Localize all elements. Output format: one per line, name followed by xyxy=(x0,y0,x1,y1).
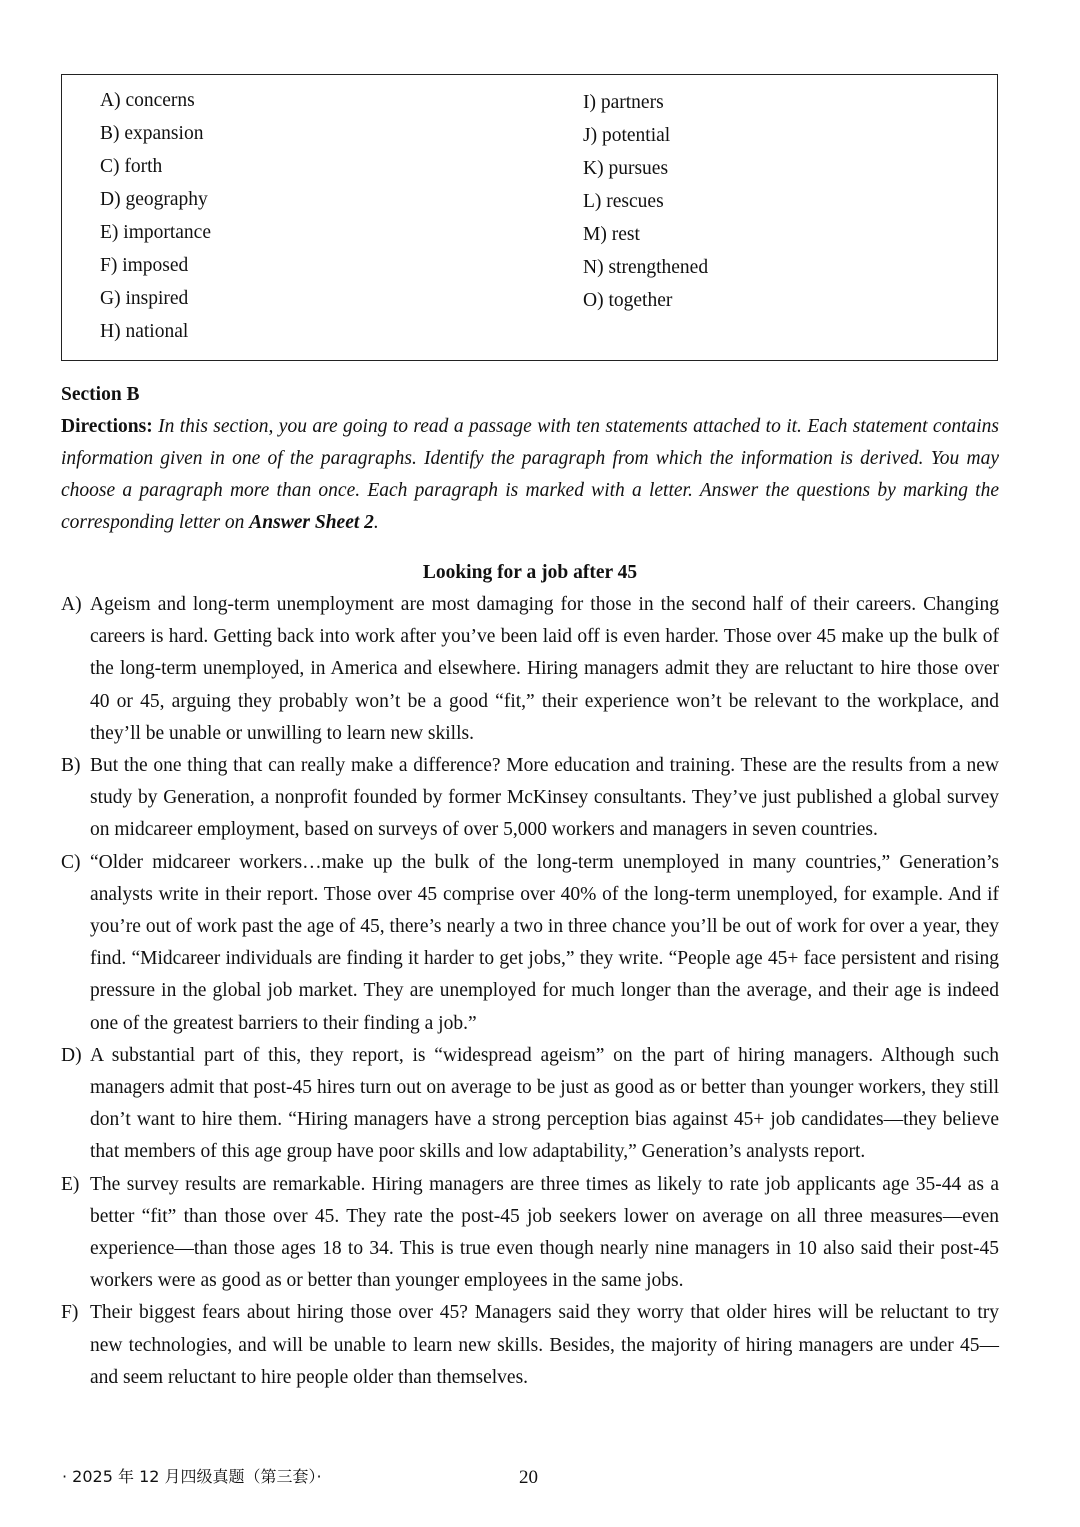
word-bank-right-column xyxy=(583,86,708,317)
word-option: D) geography xyxy=(100,189,208,210)
paragraph-f xyxy=(61,1297,999,1394)
word-option: C) forth xyxy=(100,156,163,177)
word-option: A) concerns xyxy=(100,90,195,111)
exam-footer-label: · 2025 年 12 月四级真题（第三套）· xyxy=(62,1467,322,1486)
answer-sheet-reference: Answer Sheet 2 xyxy=(249,512,374,533)
paragraph-text: Ageism and long-term unemployment are most damaging for those in the second half of their careers. Changing careers is hard. Getting back into work after you’ve been laid off is even harder. Those over 45 make up the bulk of the long-term unemployed, in America and elsewhere. Hiring managers admit they are reluctant to hire those over 40 or 45, arguing they probably won’t be a good “fit,” their experience won’t be relevant to the workplace, and they’ll be unable or unwilling to learn new skills. xyxy=(90,594,999,744)
section-title: Section B xyxy=(61,384,140,405)
page-number: 20 xyxy=(519,1467,538,1488)
word-option: J) potential xyxy=(583,125,671,146)
directions-text: In this section, you are going to read a passage with ten statements attached to it. Each statement contains information given in one of the paragraphs. Identify the paragraph from which the information is derived. You may choose a paragraph more than once. Each paragraph is marked with a letter. Answer the questions by marking the corresponding letter on xyxy=(61,416,999,533)
word-option: H) national xyxy=(100,321,189,342)
word-option: B) expansion xyxy=(100,123,204,144)
paragraph-text: “Older midcareer workers…make up the bulk of the long-term unemployed in many countries,” Generation’s analysts write in their report. Those over 45 comprise over 40% of the long-term unemployed, for example. And if you’re out of work past the age of 45, there’s nearly a two in three chance you’ll be out of work for over a year, they find. “Midcareer individuals are finding it harder to get jobs,” they write. “People age 45+ face persistent and rising pressure in the global job market. They are unemployed for much longer than the average, and their age is indeed one of the greatest barriers to their finding a job.” xyxy=(90,851,999,1034)
paragraph-letter: B) xyxy=(61,755,81,777)
paragraph-letter: F) xyxy=(61,1302,79,1324)
word-option: L) rescues xyxy=(583,191,664,212)
word-option: N) strengthened xyxy=(583,257,709,278)
word-option: G) inspired xyxy=(100,288,189,309)
paragraph-text: A substantial part of this, they report, is “widespread ageism” on the part of hiring managers. Although such managers admit that post-45 hires turn out on average to be just as good as or better than younger workers, they still don’t want to hire them. “Hiring managers have a strong perception bias against 45+ job candidates—they believe that members of this age group have poor skills and low adaptability,” Generation’s analysts report. xyxy=(90,1044,999,1163)
directions-label: Directions: xyxy=(61,416,153,437)
directions-end: . xyxy=(373,512,379,533)
paragraph-letter: E) xyxy=(61,1173,80,1195)
paragraph-e xyxy=(61,1169,999,1298)
word-option: F) imposed xyxy=(100,255,189,276)
directions xyxy=(61,411,999,539)
paragraph-letter: A) xyxy=(61,594,82,615)
paragraph-c xyxy=(61,847,999,1040)
paragraph-d xyxy=(61,1040,999,1169)
word-bank-box xyxy=(61,74,998,361)
paragraph-text: The survey results are remarkable. Hiring managers are three times as likely to rate job applicants age 35-44 as a better “fit” than those over 45. They rate the post-45 job seekers lower on average on all three measures—even experience—than those ages 18 to 34. This is true even though nearly nine managers in 10 also said their post-45 workers were as good as or better than younger employees in the same jobs. xyxy=(90,1173,999,1292)
paragraph-b xyxy=(61,750,999,847)
word-option: E) importance xyxy=(100,222,211,243)
word-option: K) pursues xyxy=(583,158,669,179)
paragraph-text: But the one thing that can really make a difference? More education and training. These are the results from a new study by Generation, a nonprofit founded by former McKinsey consultants. They’ve just published a global survey on midcareer employment, based on surveys of over 5,000 workers and managers in seven countries. xyxy=(90,755,999,841)
word-option: O) together xyxy=(583,290,673,311)
passage-paragraphs xyxy=(61,589,999,1394)
paragraph-a xyxy=(61,589,999,750)
paragraph-text: Their biggest fears about hiring those over 45? Managers said they worry that older hires will be reluctant to try new technologies, and will be unable to learn new skills. Besides, the majority of hiring managers are under 45—and seem reluctant to hire people older than themselves. xyxy=(90,1302,999,1388)
passage-title: Looking for a job after 45 xyxy=(422,562,638,583)
word-bank-left-column xyxy=(100,84,211,348)
word-option: I) partners xyxy=(583,92,664,113)
paragraph-letter: D) xyxy=(61,1044,82,1066)
word-option: M) rest xyxy=(583,224,640,245)
paragraph-letter: C) xyxy=(61,851,81,873)
